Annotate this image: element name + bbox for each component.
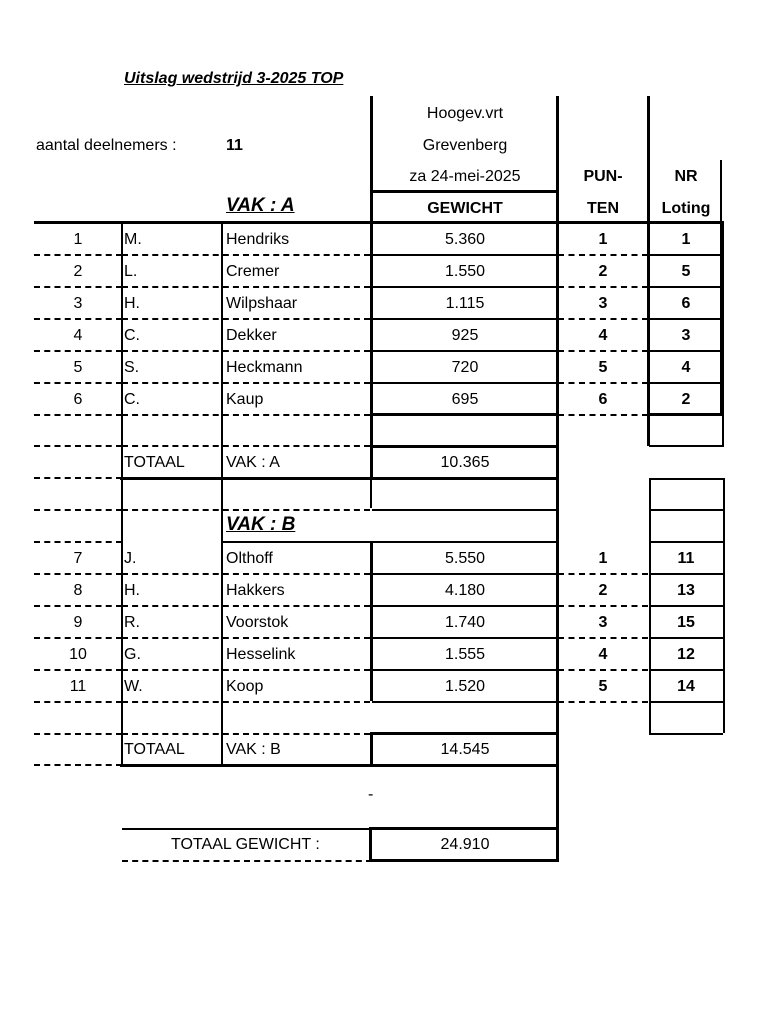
draw-cell: 13 xyxy=(677,582,695,599)
weight-cell: 1.550 xyxy=(444,263,486,280)
header-draw-top: NR xyxy=(674,168,698,185)
points-cell: 4 xyxy=(598,327,608,344)
initial-cell: G. xyxy=(124,646,141,663)
rank-cell: 7 xyxy=(73,550,83,567)
stray-mark: - xyxy=(368,786,374,803)
draw-cell: 1 xyxy=(681,231,691,248)
points-cell: 3 xyxy=(598,295,608,312)
vak-b-total-vak: VAK : B xyxy=(226,741,281,758)
draw-cell: 3 xyxy=(681,327,691,344)
venue-date: za 24-mei-2025 xyxy=(409,168,521,185)
points-cell: 1 xyxy=(598,550,608,567)
weight-cell: 1.115 xyxy=(445,295,485,312)
weight-cell: 1.740 xyxy=(444,614,486,631)
name-cell: Olthoff xyxy=(226,550,273,567)
vak-b-label: VAK : B xyxy=(226,514,296,535)
points-cell: 2 xyxy=(598,263,608,280)
draw-cell: 12 xyxy=(677,646,695,663)
rank-cell: 2 xyxy=(73,263,83,280)
points-cell: 3 xyxy=(598,614,608,631)
vak-a-label: VAK : A xyxy=(226,195,295,216)
participants-count: 11 xyxy=(226,137,243,154)
header-weight: GEWICHT xyxy=(427,200,503,217)
rank-cell: 11 xyxy=(69,678,87,695)
rank-cell: 3 xyxy=(73,295,83,312)
initial-cell: W. xyxy=(124,678,143,695)
name-cell: Heckmann xyxy=(226,359,303,376)
name-cell: Voorstok xyxy=(226,614,289,631)
grand-total-weight: 24.910 xyxy=(440,836,490,853)
initial-cell: S. xyxy=(124,359,140,376)
header-points-bottom: TEN xyxy=(587,200,619,217)
draw-cell: 4 xyxy=(681,359,691,376)
weight-cell: 720 xyxy=(451,359,479,376)
initial-cell: H. xyxy=(124,582,140,599)
initial-cell: R. xyxy=(124,614,140,631)
rank-cell: 6 xyxy=(73,391,83,408)
draw-cell: 11 xyxy=(677,550,695,567)
rank-cell: 8 xyxy=(73,582,83,599)
initial-cell: J. xyxy=(124,550,137,567)
rank-cell: 1 xyxy=(73,231,83,248)
initial-cell: C. xyxy=(124,391,140,408)
weight-cell: 1.555 xyxy=(444,646,486,663)
rank-cell: 10 xyxy=(69,646,87,663)
page-title: Uitslag wedstrijd 3-2025 TOP xyxy=(124,70,344,87)
points-cell: 5 xyxy=(598,359,608,376)
name-cell: Hendriks xyxy=(226,231,290,248)
vak-b-total-weight: 14.545 xyxy=(440,741,490,758)
name-cell: Dekker xyxy=(226,327,277,344)
weight-cell: 695 xyxy=(451,391,479,408)
name-cell: Kaup xyxy=(226,391,264,408)
points-cell: 5 xyxy=(598,678,608,695)
vak-a-total-vak: VAK : A xyxy=(226,454,280,471)
weight-cell: 5.360 xyxy=(444,231,486,248)
header-points-top: PUN- xyxy=(583,168,623,185)
initial-cell: M. xyxy=(124,231,142,248)
header-draw-bottom: Loting xyxy=(661,200,711,217)
venue-line2: Grevenberg xyxy=(422,137,508,154)
grand-total-label: TOTAAL GEWICHT : xyxy=(171,836,320,853)
initial-cell: H. xyxy=(124,295,140,312)
vak-a-total-weight: 10.365 xyxy=(440,454,490,471)
name-cell: Hakkers xyxy=(226,582,285,599)
initial-cell: L. xyxy=(124,263,138,280)
draw-cell: 5 xyxy=(681,263,691,280)
name-cell: Cremer xyxy=(226,263,280,280)
points-cell: 1 xyxy=(598,231,608,248)
name-cell: Wilpshaar xyxy=(226,295,298,312)
draw-cell: 14 xyxy=(677,678,695,695)
draw-cell: 15 xyxy=(677,614,695,631)
participants-label: aantal deelnemers : xyxy=(36,137,177,154)
weight-cell: 4.180 xyxy=(444,582,486,599)
venue-line1: Hoogev.vrt xyxy=(426,105,504,122)
rank-cell: 9 xyxy=(73,614,83,631)
points-cell: 4 xyxy=(598,646,608,663)
points-cell: 6 xyxy=(598,391,608,408)
draw-cell: 2 xyxy=(681,391,691,408)
points-cell: 2 xyxy=(598,582,608,599)
vak-a-total-label: TOTAAL xyxy=(124,454,185,471)
weight-cell: 5.550 xyxy=(444,550,486,567)
name-cell: Hesselink xyxy=(226,646,296,663)
rank-cell: 5 xyxy=(73,359,83,376)
draw-cell: 6 xyxy=(681,295,691,312)
rank-cell: 4 xyxy=(73,327,83,344)
vak-b-total-label: TOTAAL xyxy=(124,741,185,758)
weight-cell: 1.520 xyxy=(444,678,486,695)
name-cell: Koop xyxy=(226,678,264,695)
weight-cell: 925 xyxy=(451,327,479,344)
initial-cell: C. xyxy=(124,327,140,344)
